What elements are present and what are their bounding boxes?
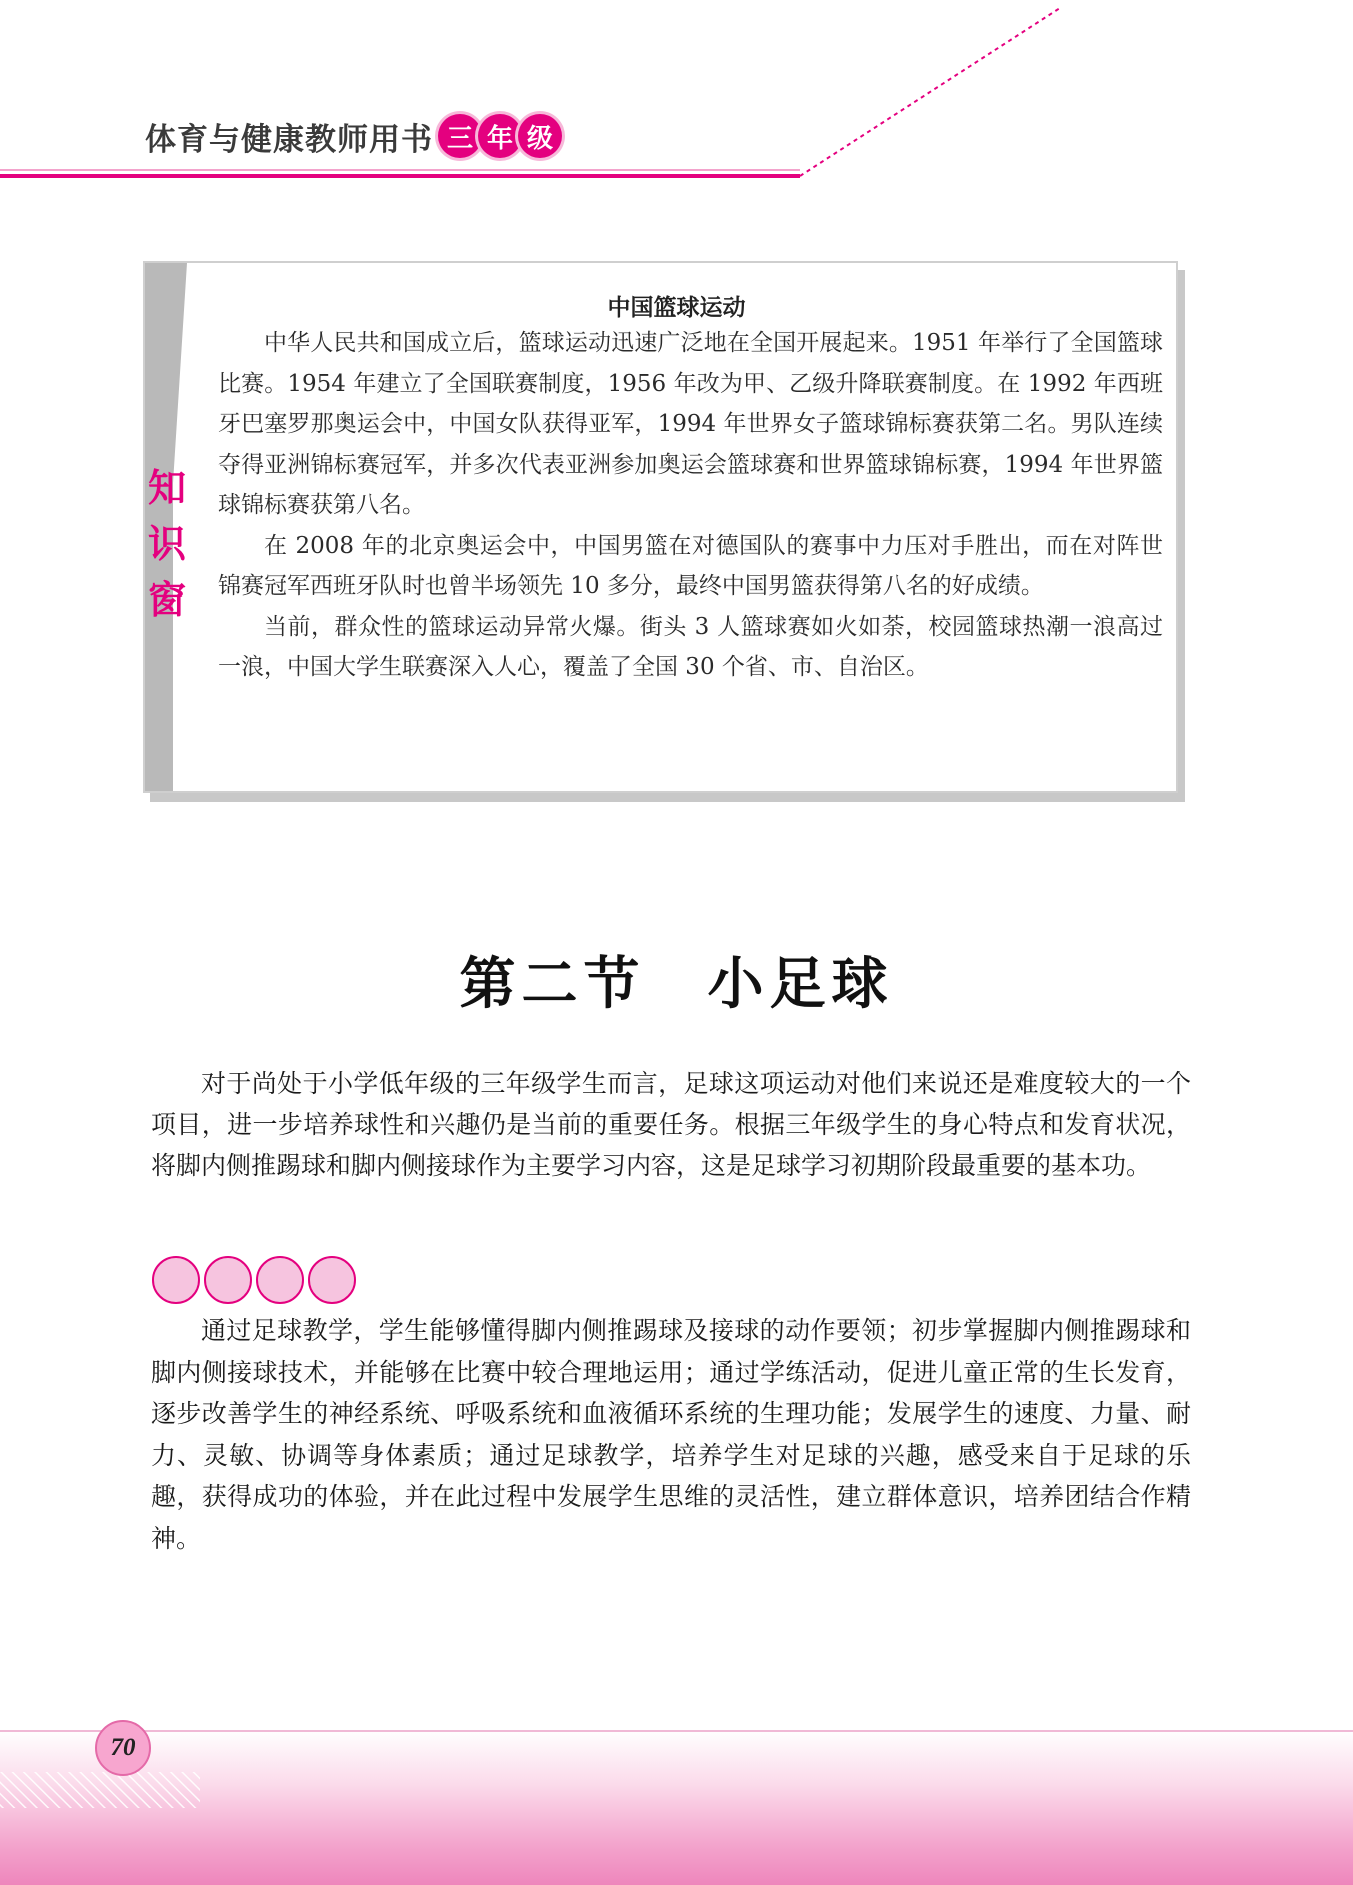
grade-badge-group (438, 114, 558, 158)
knowledge-paragraph: 在 2008 年的北京奥运会中，中国男篮在对德国队的赛事中力压对手胜出，而在对阵世锦赛冠军西班牙队时也曾半场领先 10 多分，最终中国男篮获得第八名的好成绩。 (218, 532, 1163, 599)
goals-marker (152, 1256, 360, 1304)
circle-marker (256, 1256, 304, 1304)
knowledge-tag-char: 知 (147, 466, 186, 510)
circle-marker (204, 1256, 252, 1304)
circle-marker (152, 1256, 200, 1304)
knowledge-paragraph: 当前，群众性的篮球运动异常火爆。街头 3 人篮球赛如火如荼，校园篮球热潮一浪高过一浪，中国大学生联赛深入人心，覆盖了全国 30 个省、市、自治区。 (218, 613, 1163, 680)
section-intro-paragraph: 对于尚处于小学低年级的三年级学生而言，足球这项运动对他们来说还是难度较大的一个项目，进一步培养球性和兴趣仍是当前的重要任务。根据三年级学生的身心特点和发育状况，将脚内侧推踢球和脚内侧接球作为主要学习内容，这是足球学习初期阶段最重要的基本功。 (151, 1069, 1191, 1180)
section-title: 第二节 小足球 (459, 952, 894, 1017)
page-number: 70 (95, 1720, 151, 1776)
header-decoration (0, 0, 1353, 200)
footer-hatch-pattern (0, 1772, 200, 1808)
knowledge-paragraph: 中华人民共和国成立后，篮球运动迅速广泛地在全国开展起来。1951 年举行了全国篮球比赛。1954 年建立了全国联赛制度，1956 年改为甲、乙级升降联赛制度。在 1992 年西班牙巴塞罗那奥运会中，中国女队获得亚军，1994 年世界女子篮球锦标赛获第二名。男队连续夺得亚洲锦标赛冠军，并多次代表亚洲参加奥运会篮球赛和世界篮球锦标赛，1994 年世界篮球锦标赛获第八名。 (218, 330, 1163, 518)
footer-band (0, 1730, 1353, 1885)
goals-paragraph: 通过足球教学，学生能够懂得脚内侧推踢球及接球的动作要领；初步掌握脚内侧推踢球和脚内侧接球技术，并能够在比赛中较合理地运用；通过学练活动，促进儿童正常的生长发育，逐步改善学生的神经系统、呼吸系统和血液循环系统的生理功能；发展学生的速度、力量、耐力、灵敏、协调等身体素质；通过足球教学，培养学生对足球的兴趣，感受来自于足球的乐趣，获得成功的体验，并在此过程中发展学生思维的灵活性，建立群体意识，培养团结合作精神。 (151, 1316, 1191, 1553)
knowledge-tag-char: 识 (147, 522, 186, 566)
knowledge-box-body (218, 323, 1163, 688)
circle-marker (308, 1256, 356, 1304)
knowledge-window-tag (143, 460, 191, 628)
book-title: 体育与健康教师用书 (145, 122, 433, 158)
grade-badge: 年 (478, 114, 522, 158)
knowledge-box-title: 中国篮球运动 (607, 295, 746, 321)
knowledge-tag-char: 窗 (147, 578, 186, 622)
grade-badge: 三 (438, 114, 482, 158)
grade-badge: 级 (518, 114, 562, 158)
